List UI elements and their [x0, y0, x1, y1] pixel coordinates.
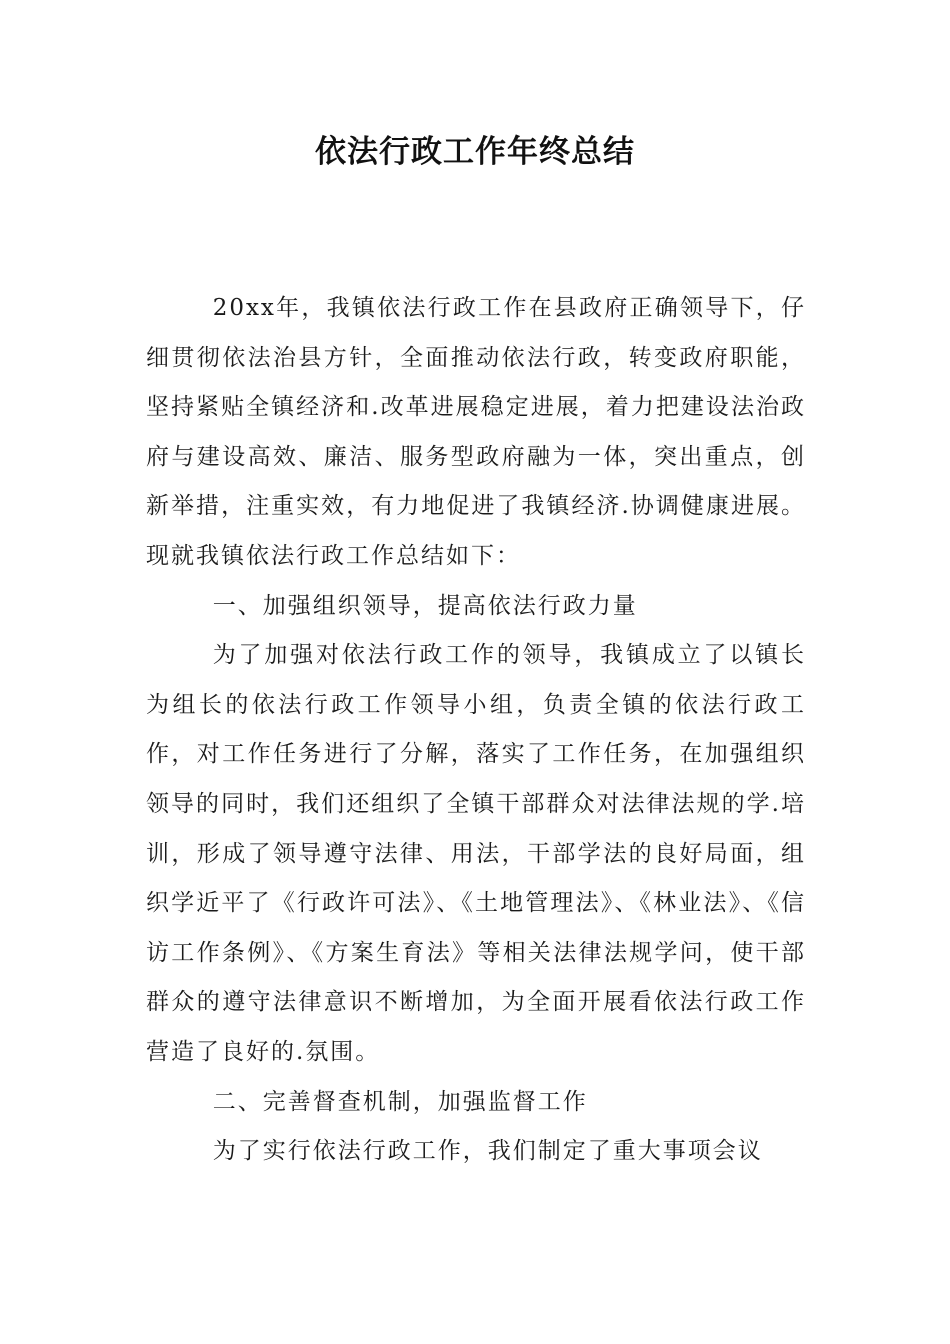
intro-paragraph: 20xx年，我镇依法行政工作在县政府正确领导下，仔细贯彻依法治县方针，全面推动依法行政，转变政府职能，坚持紧贴全镇经济和.改革进展稳定进展，着力把建设法治政府与建设高效、廉洁、服务型政府融为一体，突出重点，创新举措，注重实效，有力地促进了我镇经济.协调健康进展。现就我镇依法行政工作总结如下： — [146, 295, 806, 569]
document-title: 依法行政工作年终总结 — [315, 134, 635, 170]
section-heading-1: 一、加强组织领导，提高依法行政力量 — [212, 592, 638, 619]
section-heading-2: 二、完善督查机制，加强监督工作 — [212, 1088, 588, 1115]
section-1-paragraph: 为了加强对依法行政工作的领导，我镇成立了以镇长为组长的依法行政工作领导小组，负责全镇的依法行政工作，对工作任务进行了分解，落实了工作任务，在加强组织领导的同时，我们还组织了全镇干部群众对法律法规的学.培训，形成了领导遵守法律、用法，干部学法的良好局面，组织学近平了《行政许可法》、《土地管理法》、《林业法》、《信访工作条例》、《方案生育法》等相关法律法规学问，使干部群众的遵守法律意识不断增加，为全面开展看依法行政工作营造了良好的.氛围。 — [146, 642, 806, 1065]
document-body — [146, 284, 806, 1177]
section-2-paragraph: 为了实行依法行政工作，我们制定了重大事项会议 — [212, 1138, 763, 1165]
